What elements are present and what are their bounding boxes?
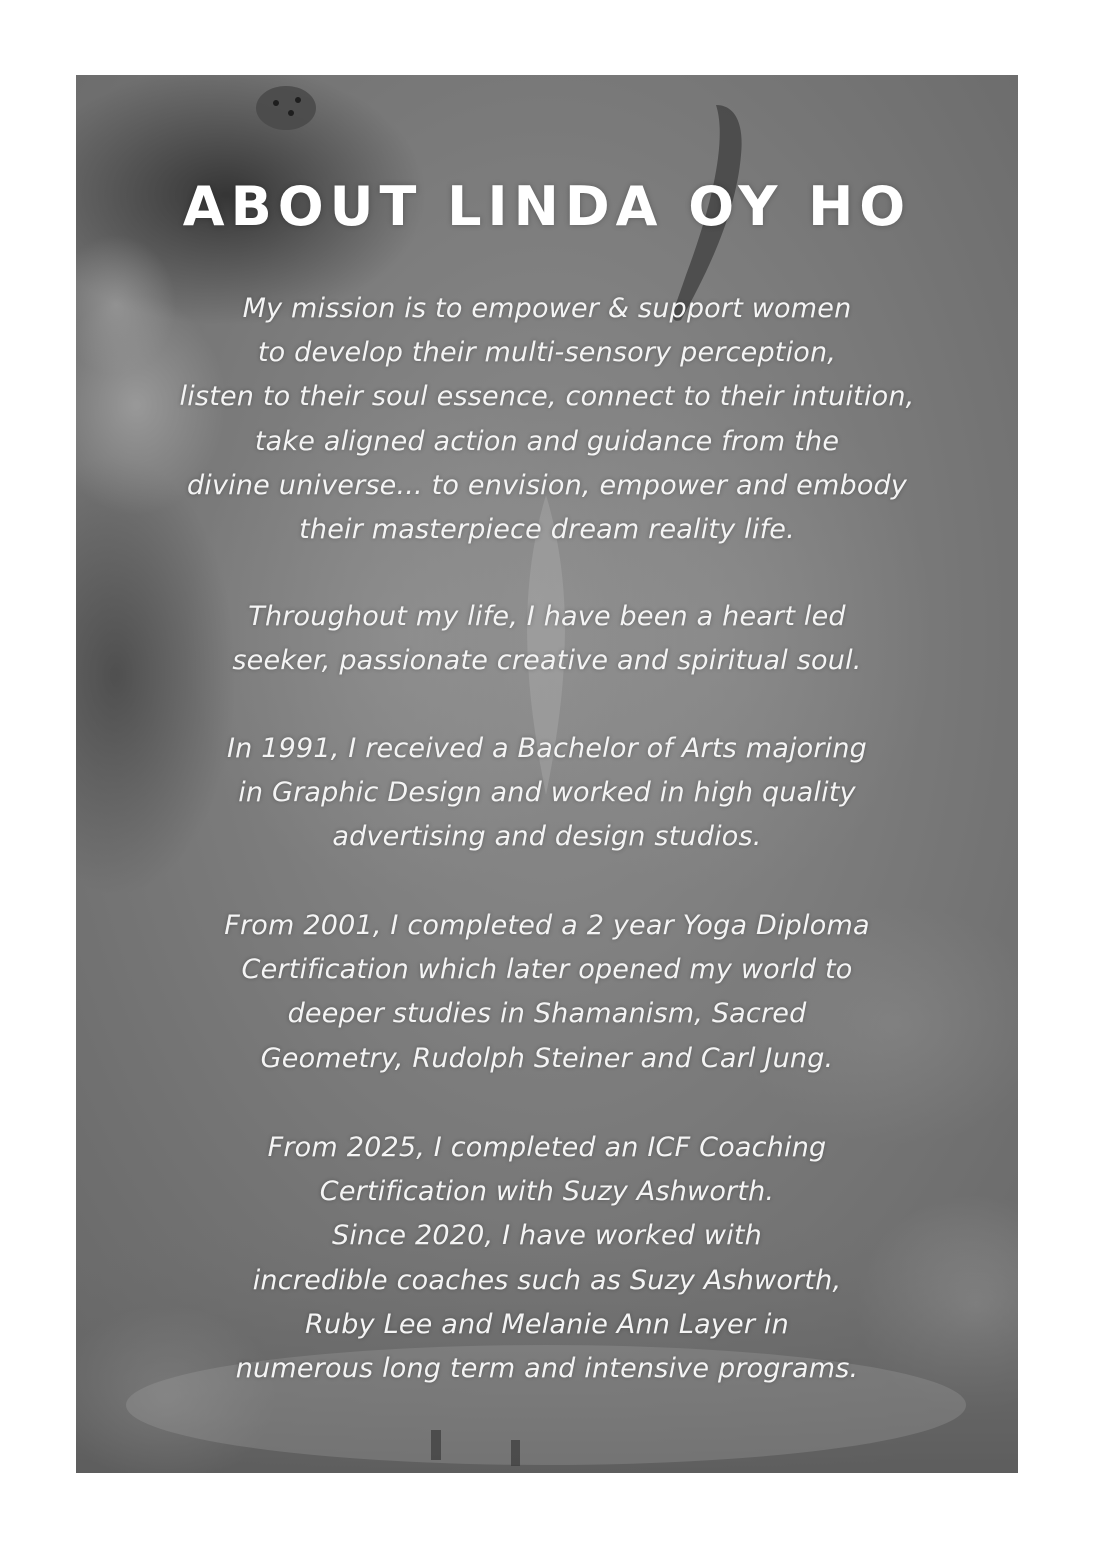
- about-content: [76, 75, 1018, 1473]
- paragraph-line: From 2025, I completed an ICF Coaching: [267, 1132, 827, 1163]
- heart-led-paragraph: [116, 595, 978, 683]
- mission-paragraph: [116, 287, 978, 552]
- paragraph-line: take aligned action and guidance from the: [254, 425, 840, 457]
- paragraph-line: deeper studies in Shamanism, Sacred: [287, 998, 807, 1030]
- yoga-paragraph: [116, 904, 978, 1081]
- paragraph-line: incredible coaches such as Suzy Ashworth,: [252, 1264, 842, 1296]
- paragraph-line: listen to their soul essence, connect to their intuition,: [179, 381, 915, 413]
- paragraph-line: Throughout my life, I have been a heart led: [248, 601, 846, 632]
- paragraph-line: Certification which later opened my world to: [241, 954, 853, 986]
- paragraph-line: Certification with Suzy Ashworth.: [319, 1176, 775, 1208]
- paragraph-line: divine universe... to envision, empower and embody: [186, 469, 908, 501]
- background-collage-panel: [76, 75, 1018, 1473]
- paragraph-line: seeker, passionate creative and spiritual soul.: [232, 645, 862, 677]
- paragraph-line: Ruby Lee and Melanie Ann Layer in: [305, 1308, 789, 1340]
- page-title: ABOUT LINDA OY HO: [182, 175, 912, 238]
- coaching-paragraph: [116, 1126, 978, 1391]
- paragraph-line: From 2001, I completed a 2 year Yoga Diploma: [224, 910, 870, 941]
- paragraph-line: numerous long term and intensive programs.: [235, 1353, 859, 1385]
- paragraph-line: to develop their multi-sensory perception,: [257, 337, 837, 369]
- paragraph-line: In 1991, I received a Bachelor of Arts majoring: [226, 733, 868, 764]
- paragraph-line: Since 2020, I have worked with: [332, 1220, 762, 1252]
- paragraph-line: their masterpiece dream reality life.: [299, 514, 795, 546]
- paragraph-line: Geometry, Rudolph Steiner and Carl Jung.: [260, 1042, 834, 1074]
- paragraph-line: in Graphic Design and worked in high quality: [238, 777, 856, 809]
- education-paragraph: [116, 727, 978, 860]
- paragraph-line: advertising and design studios.: [332, 821, 762, 853]
- paragraph-line: My mission is to empower & support women: [242, 293, 852, 324]
